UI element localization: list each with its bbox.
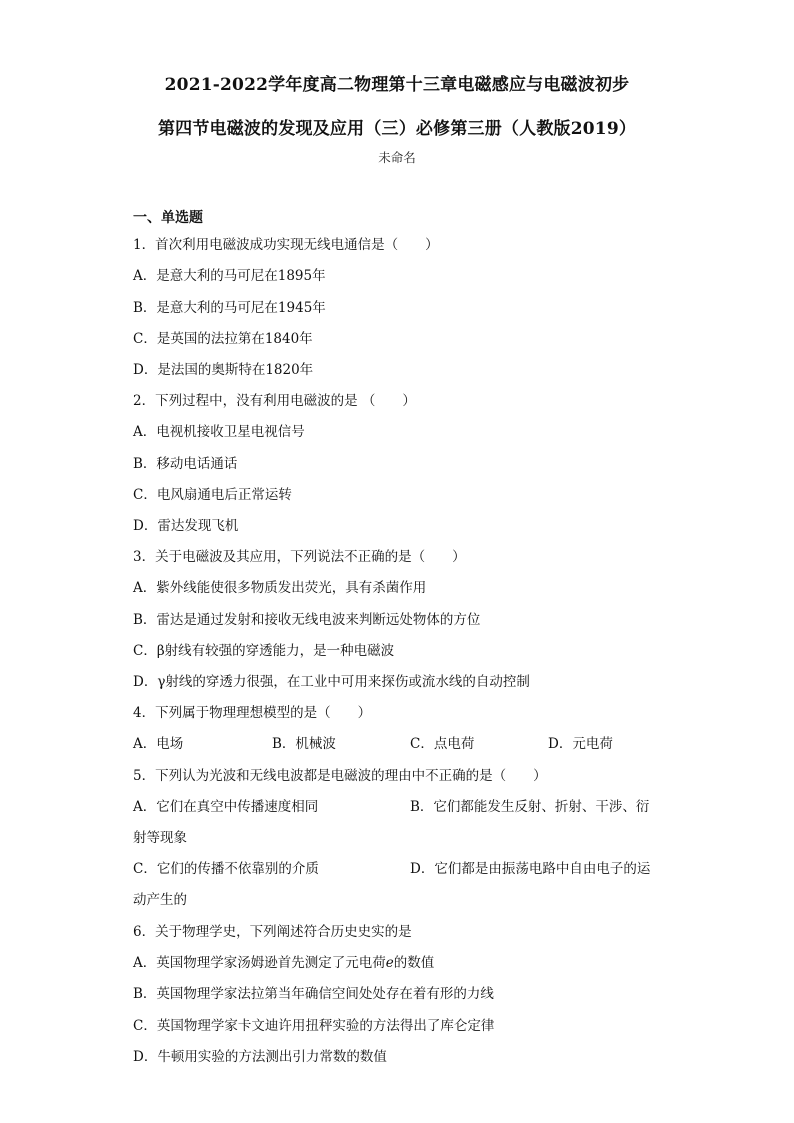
option: D．是法国的奥斯特在1820年 [133,362,314,378]
option: C．是英国的法拉第在1840年 [133,331,313,347]
option: B．雷达是通过发射和接收无线电波来判断远处物体的方位 [133,612,481,628]
option-text: A．英国物理学家汤姆逊首先测定了元电荷 [133,955,386,971]
option-continued: 动产生的 [133,892,187,908]
option: A．电场 [133,736,184,752]
option: A．它们在真空中传播速度相同 [133,799,319,815]
option: A．紫外线能使很多物质发出荧光，具有杀菌作用 [133,580,427,596]
option: C．电风扇通电后正常运转 [133,487,292,503]
option: A．电视机接收卫星电视信号 [133,424,305,440]
question-stem: 5．下列认为光波和无线电波都是电磁波的理由中不正确的是（ ） [133,768,547,784]
option: D．元电荷 [548,736,613,752]
option: D．它们都是由振荡电路中自由电子的运 [410,861,651,877]
option: D．牛顿用实验的方法测出引力常数的数值 [133,1049,387,1065]
option-text: 的数值 [393,955,435,971]
question-stem: 1．首次利用电磁波成功实现无线电通信是（ ） [133,237,439,253]
option: B．它们都能发生反射、折射、干涉、衍 [410,799,650,815]
title-line-1: 2021-2022学年度高二物理第十三章电磁感应与电磁波初步 [164,75,630,95]
title-line-2: 第四节电磁波的发现及应用（三）必修第三册（人教版2019） [157,119,637,139]
question-stem: 2．下列过程中，没有利用电磁波的是 （ ） [133,393,416,409]
question-stem: 4．下列属于物理理想模型的是（ ） [133,705,372,721]
subtitle: 未命名 [378,150,416,165]
option: C．β射线有较强的穿透能力，是一种电磁波 [133,643,395,659]
section-heading: 一、单选题 [133,210,203,226]
option: B．移动电话通话 [133,456,238,472]
option: C．英国物理学家卡文迪许用扭秤实验的方法得出了库仑定律 [133,1018,495,1034]
option: C．点电荷 [410,736,475,752]
option: A．是意大利的马可尼在1895年 [133,268,326,284]
option-continued: 射等现象 [133,830,187,846]
symbol-e: e [385,955,394,971]
option: B．英国物理学家法拉第当年确信空间处处存在着有形的力线 [133,986,494,1002]
option: D．雷达发现飞机 [133,518,239,534]
option: B．机械波 [272,736,336,752]
question-stem: 6．关于物理学史，下列阐述符合历史史实的是 [133,924,412,940]
option: B．是意大利的马可尼在1945年 [133,300,326,316]
option [133,951,434,971]
option: C．它们的传播不依靠别的介质 [133,861,319,877]
question-stem: 3．关于电磁波及其应用，下列说法不正确的是（ ） [133,549,466,565]
option: D．γ射线的穿透力很强，在工业中可用来探伤或流水线的自动控制 [133,674,530,690]
